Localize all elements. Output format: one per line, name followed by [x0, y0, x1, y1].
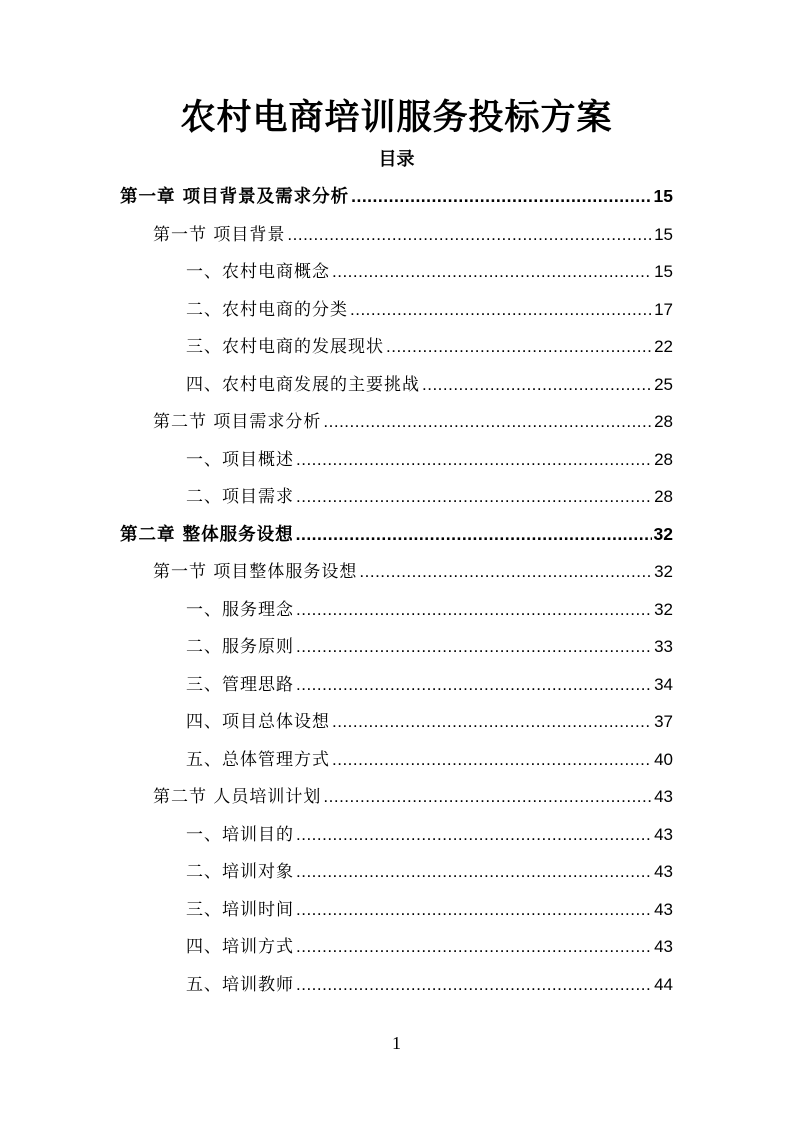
table-of-contents [120, 178, 673, 1003]
toc-entry[interactable] [120, 366, 673, 404]
toc-entry-page: 33 [654, 637, 673, 656]
toc-entry-label: 一、农村电商概念 [186, 262, 330, 282]
toc-entry-page: 43 [654, 862, 673, 881]
dot-leader [359, 553, 652, 591]
dot-leader [296, 928, 652, 966]
toc-entry-label: 四、项目总体设想 [186, 712, 330, 732]
toc-entry[interactable] [120, 928, 673, 966]
toc-entry-page: 28 [654, 412, 673, 431]
toc-entry-label: 第一章 项目背景及需求分析 [120, 187, 350, 207]
toc-entry-label: 五、培训教师 [186, 974, 294, 995]
dot-leader [296, 591, 652, 629]
dot-leader [296, 516, 652, 554]
toc-entry-page: 37 [654, 712, 673, 731]
dot-leader [287, 216, 652, 254]
toc-entry-page: 28 [654, 449, 673, 469]
toc-entry-page: 43 [654, 787, 673, 806]
toc-heading: 目录 [378, 149, 415, 170]
toc-entry-label: 二、项目需求 [186, 487, 294, 507]
toc-entry-page: 40 [654, 749, 673, 769]
dot-leader [296, 478, 652, 516]
toc-entry-page: 43 [654, 824, 673, 844]
toc-entry[interactable] [120, 478, 673, 516]
toc-entry[interactable] [120, 703, 673, 741]
toc-entry[interactable] [120, 853, 673, 891]
toc-entry-label: 三、培训时间 [186, 899, 294, 920]
toc-entry[interactable] [120, 216, 673, 254]
toc-entry-label: 一、培训目的 [186, 824, 294, 845]
toc-entry-label: 一、项目概述 [186, 449, 294, 470]
dot-leader [351, 178, 651, 216]
toc-entry-page: 28 [654, 487, 673, 506]
toc-entry-page: 44 [654, 974, 673, 994]
dot-leader [323, 778, 652, 816]
toc-entry-label: 四、培训方式 [186, 937, 294, 957]
toc-entry-label: 第一节 项目整体服务设想 [153, 562, 358, 582]
toc-entry[interactable] [120, 516, 673, 554]
dot-leader [350, 291, 652, 329]
toc-entry-page: 25 [654, 374, 673, 394]
dot-leader [332, 253, 652, 291]
toc-entry-page: 15 [653, 186, 673, 206]
toc-entry[interactable] [120, 816, 673, 854]
dot-leader [296, 816, 652, 854]
dot-leader [296, 891, 652, 929]
toc-entry-page: 43 [654, 937, 673, 956]
toc-entry-label: 三、管理思路 [186, 674, 294, 695]
document-title: 农村电商培训服务投标方案 [180, 98, 613, 138]
toc-entry[interactable] [120, 666, 673, 704]
toc-entry-label: 二、农村电商的分类 [186, 299, 348, 320]
dot-leader [332, 741, 652, 779]
toc-entry[interactable] [120, 403, 673, 441]
toc-entry-label: 一、服务理念 [186, 599, 294, 620]
toc-entry-page: 32 [654, 599, 673, 619]
dot-leader [296, 628, 652, 666]
toc-entry-page: 22 [654, 337, 673, 356]
toc-entry-page: 15 [654, 224, 673, 244]
toc-entry-page: 43 [654, 899, 673, 919]
dot-leader [296, 966, 652, 1004]
toc-entry-label: 第二节 项目需求分析 [153, 412, 322, 432]
toc-entry-label: 第二章 整体服务设想 [120, 524, 294, 545]
page-number: 1 [392, 1033, 401, 1053]
dot-leader [386, 328, 652, 366]
dot-leader [296, 853, 652, 891]
toc-entry[interactable] [120, 966, 673, 1004]
toc-entry-label: 二、服务原则 [186, 637, 294, 657]
toc-entry[interactable] [120, 591, 673, 629]
dot-leader [332, 703, 652, 741]
dot-leader [323, 403, 652, 441]
dot-leader [422, 366, 652, 404]
toc-entry-label: 第二节 人员培训计划 [153, 787, 322, 807]
toc-entry[interactable] [120, 553, 673, 591]
toc-entry[interactable] [120, 628, 673, 666]
toc-entry[interactable] [120, 291, 673, 329]
toc-entry-label: 第一节 项目背景 [153, 224, 286, 245]
toc-entry-page: 32 [654, 562, 673, 581]
toc-entry[interactable] [120, 778, 673, 816]
toc-entry[interactable] [120, 328, 673, 366]
toc-entry-page: 17 [654, 299, 673, 319]
dot-leader [296, 666, 652, 704]
toc-entry-label: 四、农村电商发展的主要挑战 [186, 374, 420, 395]
toc-entry-page: 32 [653, 523, 673, 544]
toc-entry-label: 二、培训对象 [186, 862, 294, 882]
toc-entry[interactable] [120, 741, 673, 779]
dot-leader [296, 441, 652, 479]
toc-entry[interactable] [120, 178, 673, 216]
toc-entry[interactable] [120, 441, 673, 479]
toc-entry[interactable] [120, 891, 673, 929]
toc-entry-label: 五、总体管理方式 [186, 749, 330, 770]
toc-entry[interactable] [120, 253, 673, 291]
toc-entry-page: 34 [654, 674, 673, 694]
toc-entry-label: 三、农村电商的发展现状 [186, 337, 384, 357]
toc-entry-page: 15 [654, 262, 673, 281]
